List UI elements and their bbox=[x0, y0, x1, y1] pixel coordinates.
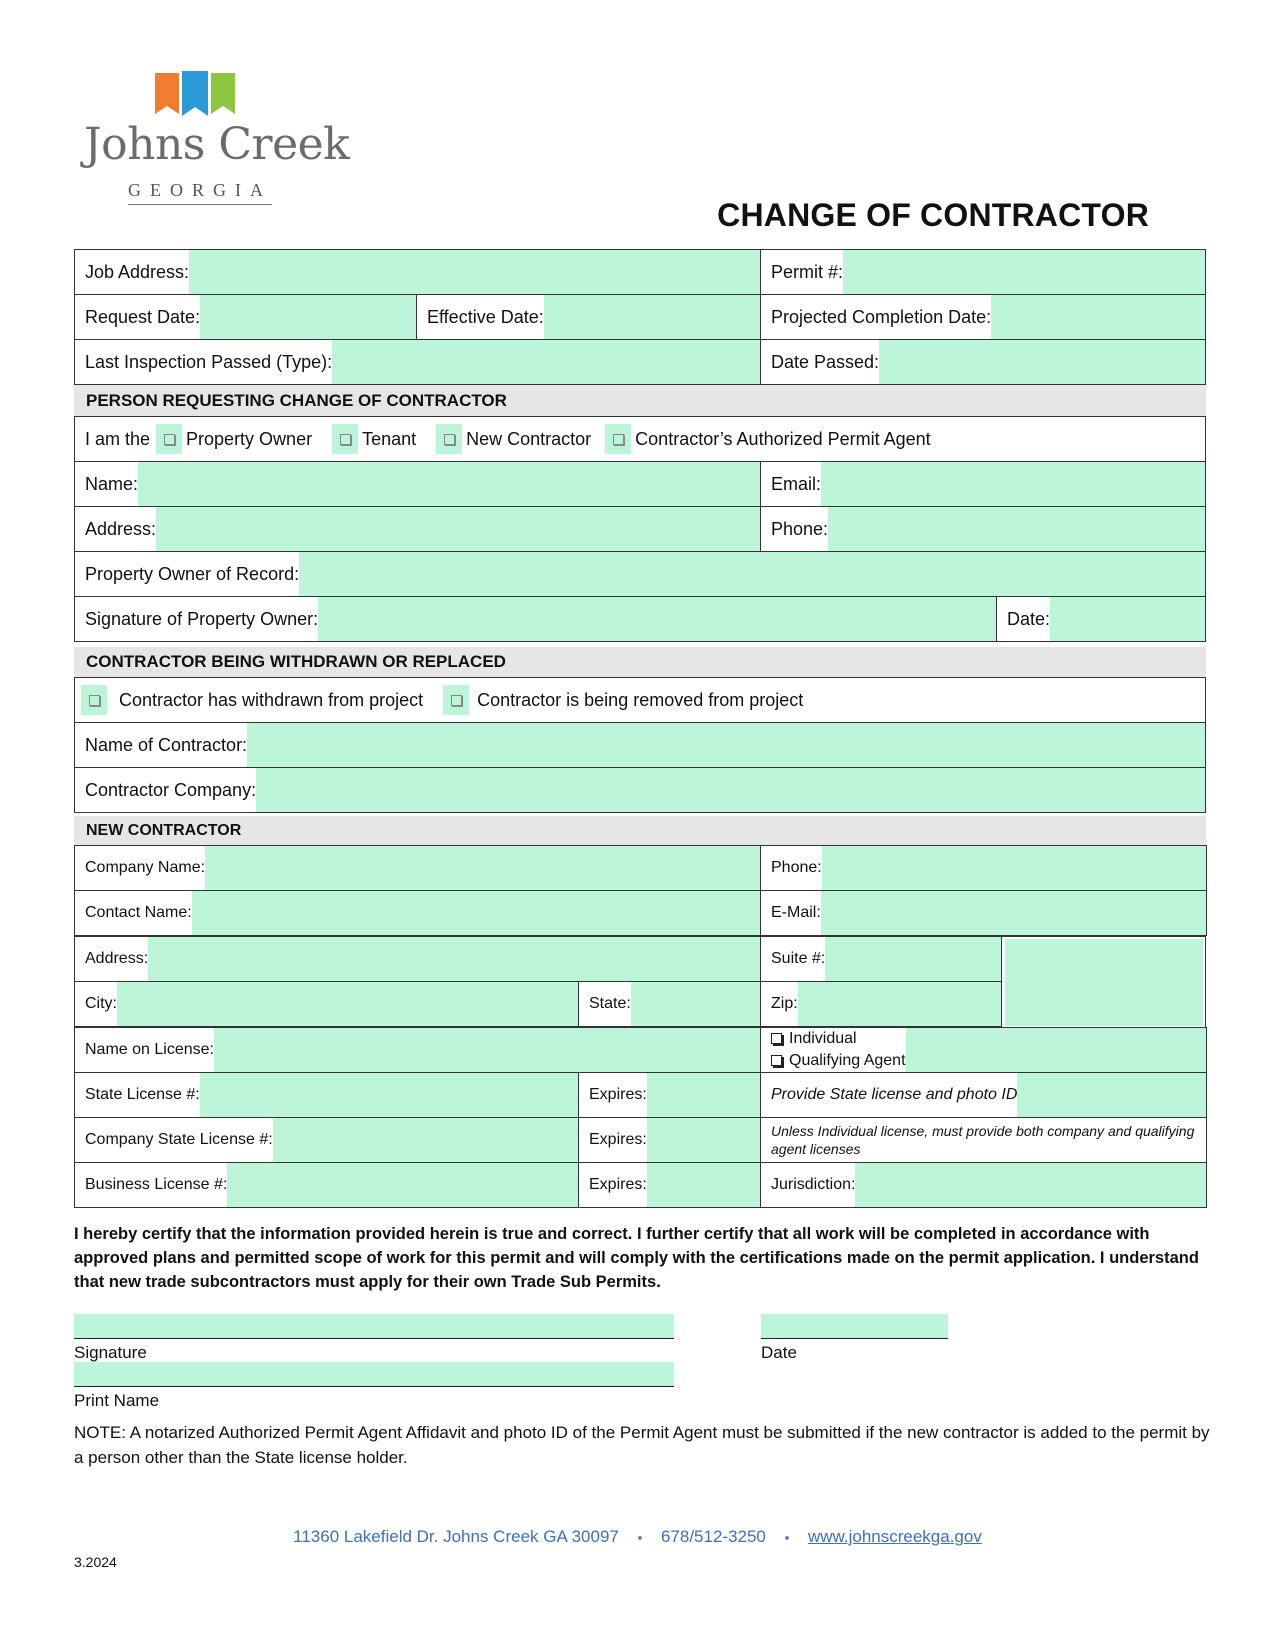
nc-state-license-expires-label: Expires: bbox=[589, 1086, 647, 1103]
nc-state-license-field[interactable] bbox=[74, 1072, 579, 1118]
removed-checkbox[interactable] bbox=[443, 685, 469, 715]
permit-agent-checkbox[interactable] bbox=[605, 424, 631, 454]
withdrawn-options-row bbox=[74, 677, 1206, 723]
agent-affidavit-note: NOTE: A notarized Authorized Permit Agent Affidavit and photo ID of the Permit Agent must be submitted if the new contractor is added to the permit by a person other than the State license holder. bbox=[74, 1423, 1210, 1467]
nc-phone-input[interactable] bbox=[822, 846, 1206, 890]
nc-suite-label: Suite #: bbox=[771, 950, 826, 967]
effective-date-field[interactable] bbox=[416, 294, 761, 340]
last-inspection-field[interactable] bbox=[74, 339, 761, 385]
date-passed-input[interactable] bbox=[879, 340, 1205, 384]
nc-zip-label: Zip: bbox=[771, 995, 798, 1012]
individual-label: Individual bbox=[789, 1030, 857, 1047]
date-input[interactable] bbox=[761, 1314, 948, 1339]
nc-state-license-input[interactable] bbox=[200, 1073, 578, 1117]
nc-license-name-label: Name on License: bbox=[85, 1041, 214, 1058]
owner-of-record-field[interactable] bbox=[74, 551, 1206, 597]
individual-option[interactable] bbox=[771, 1028, 906, 1050]
requester-email-input[interactable] bbox=[821, 462, 1205, 506]
footer-phone: 678/512-3250 bbox=[660, 1527, 766, 1546]
date-passed-label: Date Passed: bbox=[771, 351, 880, 372]
logo-underline bbox=[128, 204, 272, 205]
logo-state: GEORGIA bbox=[128, 180, 272, 200]
nc-contact-field[interactable] bbox=[74, 890, 761, 936]
nc-company-field[interactable] bbox=[74, 845, 761, 891]
nc-blank-area bbox=[1001, 936, 1206, 1028]
date-passed-field[interactable] bbox=[760, 339, 1206, 385]
last-inspection-input[interactable] bbox=[332, 340, 760, 384]
print-name-label: Print Name bbox=[74, 1391, 160, 1410]
owner-signature-date-field[interactable] bbox=[996, 596, 1206, 642]
nc-state-input[interactable] bbox=[631, 982, 760, 1026]
nc-state-field[interactable] bbox=[578, 981, 761, 1027]
signature-label: Signature bbox=[74, 1343, 147, 1362]
permit-agent-label: Contractor’s Authorized Permit Agent bbox=[635, 428, 931, 449]
footer-website-link[interactable]: www.johnscreekga.gov bbox=[807, 1527, 982, 1546]
requester-name-field[interactable] bbox=[74, 461, 761, 507]
print-name-input[interactable] bbox=[74, 1362, 674, 1387]
nc-contact-input[interactable] bbox=[192, 891, 760, 935]
request-date-input[interactable] bbox=[200, 295, 416, 339]
nc-license-name-input[interactable] bbox=[214, 1028, 760, 1072]
footer-separator-2: ▪ bbox=[784, 1530, 790, 1545]
tenant-label: Tenant bbox=[362, 428, 417, 449]
job-address-input[interactable] bbox=[189, 250, 760, 294]
request-date-label: Request Date: bbox=[85, 306, 201, 327]
form-version: 3.2024 bbox=[74, 1554, 117, 1570]
nc-photo-note-field[interactable] bbox=[760, 1072, 1207, 1118]
logo-orange-flag bbox=[155, 73, 179, 114]
nc-business-license-expires-input[interactable] bbox=[647, 1163, 760, 1207]
nc-business-license-label: Business License #: bbox=[85, 1176, 228, 1193]
nc-jurisdiction-label: Jurisdiction: bbox=[771, 1176, 856, 1193]
nc-photo-note-input[interactable] bbox=[1017, 1073, 1206, 1117]
withdrawn-company-label: Contractor Company: bbox=[85, 779, 257, 800]
withdrawn-company-field[interactable] bbox=[74, 767, 1206, 813]
owner-signature-label: Signature of Property Owner: bbox=[85, 608, 319, 629]
withdrawn-section-header: CONTRACTOR BEING WITHDRAWN OR REPLACED bbox=[74, 647, 1206, 677]
nc-address-label: Address: bbox=[85, 950, 149, 967]
nc-company-license-label: Company State License #: bbox=[85, 1131, 273, 1148]
nc-phone-field[interactable] bbox=[760, 845, 1207, 891]
requester-phone-label: Phone: bbox=[771, 518, 829, 539]
completion-date-label: Projected Completion Date: bbox=[771, 306, 992, 327]
nc-jurisdiction-field[interactable] bbox=[760, 1162, 1207, 1208]
photo-id-note: Provide State license and photo ID bbox=[771, 1086, 1018, 1103]
certification-text: I hereby certify that the information provided herein is true and correct. I further certify that all work will be completed in accordance with approved plans and permitted scope of work for this permit and will comply with the certifications made on the permit application. I understand that new trade subcontractors must apply for their own Trade Sub Permits. bbox=[74, 1225, 1199, 1291]
logo-blue-flag bbox=[182, 71, 208, 116]
nc-phone-label: Phone: bbox=[771, 859, 822, 876]
nc-company-license-field[interactable] bbox=[74, 1117, 579, 1163]
nc-business-license-expires-label: Expires: bbox=[589, 1176, 647, 1193]
requester-address-field[interactable] bbox=[74, 506, 761, 552]
nc-business-license-field[interactable] bbox=[74, 1162, 579, 1208]
owner-of-record-input[interactable] bbox=[299, 552, 1205, 596]
requester-section-header: PERSON REQUESTING CHANGE OF CONTRACTOR bbox=[74, 385, 1206, 416]
requester-role-row bbox=[74, 416, 1206, 462]
new-contractor-section-header: NEW CONTRACTOR bbox=[74, 816, 1206, 845]
nc-suite-input[interactable] bbox=[825, 937, 1001, 981]
nc-company-license-expires-field[interactable] bbox=[578, 1117, 761, 1163]
logo-green-flag bbox=[211, 73, 235, 114]
nc-both-licenses-note bbox=[760, 1117, 1207, 1163]
owner-signature-date-input[interactable] bbox=[1050, 597, 1205, 641]
nc-company-license-expires-label: Expires: bbox=[589, 1131, 647, 1148]
completion-date-input[interactable] bbox=[991, 295, 1205, 339]
nc-suite-field[interactable] bbox=[760, 936, 1002, 982]
job-address-field[interactable] bbox=[74, 249, 761, 295]
qualifying-agent-option[interactable] bbox=[771, 1050, 906, 1072]
withdrawn-company-input[interactable] bbox=[256, 768, 1205, 812]
new-contractor-checkbox[interactable] bbox=[436, 424, 462, 454]
nc-email-field[interactable] bbox=[760, 890, 1207, 936]
nc-email-input[interactable] bbox=[821, 891, 1206, 935]
nc-city-field[interactable] bbox=[74, 981, 579, 1027]
nc-company-license-expires-input[interactable] bbox=[647, 1118, 760, 1162]
withdrawn-name-input[interactable] bbox=[247, 723, 1205, 767]
nc-state-license-expires-input[interactable] bbox=[647, 1073, 760, 1117]
removed-label: Contractor is being removed from project bbox=[477, 689, 804, 710]
footer-separator-1: ▪ bbox=[637, 1530, 643, 1545]
permit-input[interactable] bbox=[843, 250, 1205, 294]
requester-name-label: Name: bbox=[85, 473, 139, 494]
nc-city-label: City: bbox=[85, 995, 117, 1012]
requester-phone-input[interactable] bbox=[828, 507, 1205, 551]
nc-zip-input[interactable] bbox=[798, 982, 1001, 1026]
nc-zip-field[interactable] bbox=[760, 981, 1002, 1027]
tenant-checkbox[interactable] bbox=[332, 424, 358, 454]
signature-input[interactable] bbox=[74, 1314, 674, 1339]
effective-date-input[interactable] bbox=[544, 295, 760, 339]
permit-label: Permit #: bbox=[771, 261, 844, 282]
footer-address: 11360 Lakefield Dr. Johns Creek GA 30097 bbox=[293, 1527, 619, 1546]
i-am-label: I am the bbox=[85, 428, 151, 449]
requester-name-input[interactable] bbox=[138, 462, 760, 506]
owner-signature-date-label: Date: bbox=[1007, 608, 1051, 629]
withdrawn-name-label: Name of Contractor: bbox=[85, 734, 248, 755]
nc-license-type-field bbox=[760, 1027, 1207, 1073]
nc-company-license-input[interactable] bbox=[273, 1118, 578, 1162]
nc-business-license-expires-field[interactable] bbox=[578, 1162, 761, 1208]
nc-state-license-label: State License #: bbox=[85, 1086, 200, 1103]
new-contractor-label: New Contractor bbox=[466, 428, 592, 449]
logo-wordmark: Johns Creek bbox=[84, 119, 350, 170]
owner-signature-input[interactable] bbox=[318, 597, 996, 641]
requester-phone-field[interactable] bbox=[760, 506, 1206, 552]
nc-jurisdiction-input[interactable] bbox=[855, 1163, 1206, 1207]
page-title: CHANGE OF CONTRACTOR bbox=[717, 197, 1149, 233]
individual-checkbox[interactable] bbox=[771, 1033, 782, 1044]
nc-business-license-input[interactable] bbox=[227, 1163, 578, 1207]
nc-email-label: E-Mail: bbox=[771, 904, 821, 921]
qualifying-agent-label: Qualifying Agent bbox=[789, 1052, 906, 1069]
permit-field[interactable] bbox=[760, 249, 1206, 295]
qualifying-agent-checkbox[interactable] bbox=[771, 1055, 782, 1066]
nc-state-license-expires-field[interactable] bbox=[578, 1072, 761, 1118]
owner-signature-field[interactable] bbox=[74, 596, 997, 642]
requester-email-label: Email: bbox=[771, 473, 822, 494]
nc-license-type-input[interactable] bbox=[906, 1028, 1206, 1072]
date-label: Date bbox=[761, 1343, 797, 1362]
nc-contact-label: Contact Name: bbox=[85, 904, 192, 921]
nc-company-label: Company Name: bbox=[85, 859, 206, 876]
footer-contact bbox=[0, 1527, 1275, 1547]
job-address-label: Job Address: bbox=[85, 261, 190, 282]
withdrawn-name-field[interactable] bbox=[74, 722, 1206, 768]
property-owner-checkbox[interactable] bbox=[156, 424, 182, 454]
nc-company-input[interactable] bbox=[205, 846, 760, 890]
nc-state-label: State: bbox=[589, 995, 631, 1012]
requester-address-input[interactable] bbox=[156, 507, 760, 551]
nc-license-name-field[interactable] bbox=[74, 1027, 761, 1073]
both-licenses-note-text: Unless Individual license, must provide both company and qualifying agent licenses bbox=[771, 1123, 1195, 1157]
request-date-field[interactable] bbox=[74, 294, 417, 340]
property-owner-label: Property Owner bbox=[186, 428, 313, 449]
requester-address-label: Address: bbox=[85, 518, 157, 539]
nc-address-field[interactable] bbox=[74, 936, 761, 982]
nc-address-input[interactable] bbox=[148, 937, 760, 981]
last-inspection-label: Last Inspection Passed (Type): bbox=[85, 351, 333, 372]
owner-of-record-label: Property Owner of Record: bbox=[85, 563, 300, 584]
completion-date-field[interactable] bbox=[760, 294, 1206, 340]
effective-date-label: Effective Date: bbox=[427, 306, 544, 327]
nc-city-input[interactable] bbox=[117, 982, 578, 1026]
requester-email-field[interactable] bbox=[760, 461, 1206, 507]
withdrawn-label: Contractor has withdrawn from project bbox=[119, 689, 424, 710]
withdrawn-checkbox[interactable] bbox=[81, 685, 107, 715]
